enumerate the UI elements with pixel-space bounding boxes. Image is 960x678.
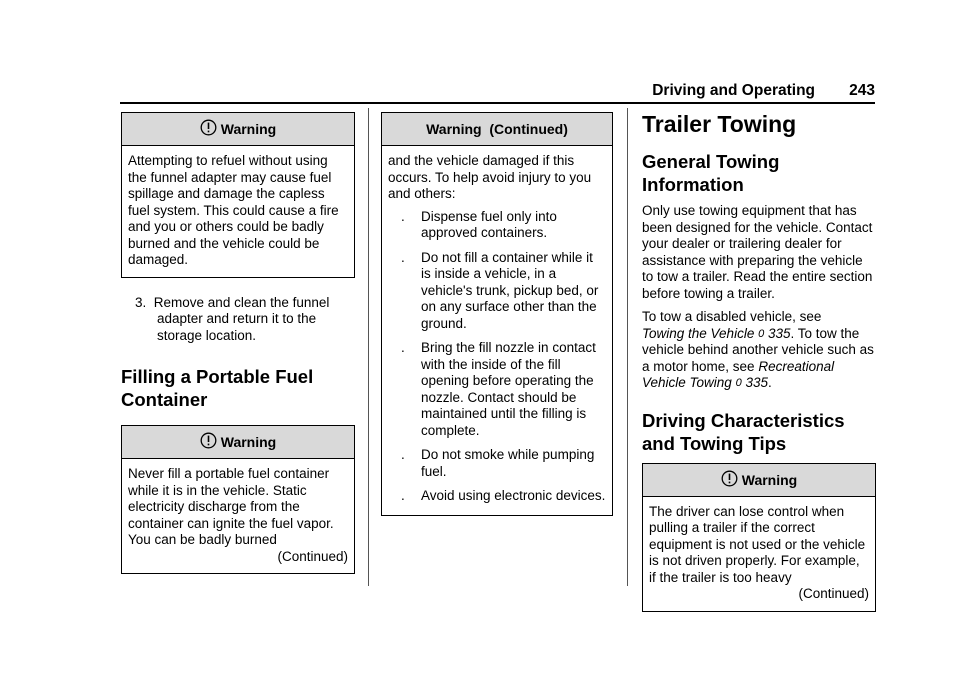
list-item: . Do not fill a container while it is inside a vehicle, in a vehicle's trunk, pickup bed, or on any surface other than the ground. [401, 249, 599, 331]
list-item: . Dispense fuel only into approved containers. [401, 208, 557, 240]
link-recreational-vehicle-towing[interactable]: Recreational Vehicle Towing 0 335 [642, 358, 835, 390]
warning-title: Warning [220, 434, 277, 450]
bullet: . [401, 340, 405, 355]
bullet: . [401, 208, 405, 224]
warning-body [122, 459, 354, 573]
page-number: 243 [849, 82, 875, 99]
heading-driving-characteristics: Driving Characteristics and Towing Tips [642, 409, 845, 454]
bullet: . [401, 447, 405, 462]
warning-intro: and the vehicle damaged if this occurs. To help avoid injury to you and others: [388, 153, 592, 201]
warning-icon [200, 119, 217, 139]
page-ref-icon: 0 [758, 327, 765, 340]
column-middle [381, 112, 613, 516]
warning-box-refuel [121, 112, 355, 278]
warning-body: Attempting to refuel without using the funnel adapter may cause fuel spillage and damage the capless fuel system. This could cause a fire and you or others could be badly burned and the vehicle could be damaged. [128, 153, 339, 267]
warning-body [382, 146, 612, 515]
continued-label: (Continued) [798, 586, 869, 601]
heading-trailer-towing: Trailer Towing [642, 111, 797, 137]
warning-text: The driver can lose control when pulling a trailer if the correct equipment is not used or the vehicle is not driven properly. For example, if the trailer is too heavy [649, 503, 866, 585]
warning-box-portable-container [121, 425, 355, 574]
section-title: Driving and Operating [652, 82, 815, 99]
page-ref-icon: 0 [735, 377, 742, 389]
paragraph-disabled-vehicle: To tow a disabled vehicle, see Towing the Vehicle 0 335. To tow the vehicle behind another vehicle such as a motor home, see Recreational Vehicle Towing 0 335. [642, 309, 874, 390]
step-text: Remove and clean the funnel adapter and return it to the storage location. [153, 294, 330, 343]
paragraph-towing-equipment: Only use towing equipment that has been designed for the vehicle. Contact your dealer or trailering dealer for assistance with preparing the vehicle to tow a trailer. Read the entire section before towing a trailer. [642, 203, 873, 301]
warning-header: Warning (Continued) [382, 113, 612, 146]
step-number: 3. [135, 294, 147, 310]
bullet: . [401, 488, 405, 503]
warning-icon [721, 470, 738, 490]
column-right [642, 110, 876, 612]
warning-title: Warning [220, 121, 277, 137]
column-divider-right [627, 108, 628, 586]
warning-title: Warning [741, 471, 798, 488]
heading-filling-portable-fuel-container: Filling a Portable Fuel Container [121, 366, 314, 410]
warning-box-trailer [642, 463, 876, 612]
warning-header [122, 113, 354, 146]
warning-header [643, 464, 875, 497]
column-left [121, 112, 355, 574]
link-towing-the-vehicle[interactable]: Towing the Vehicle 0 335 [642, 325, 791, 341]
page-header [120, 84, 875, 104]
column-divider-left [368, 108, 369, 586]
warning-body [643, 497, 875, 611]
step-3 [127, 295, 355, 345]
bullet: . [401, 249, 405, 265]
warning-box-continued [381, 112, 613, 516]
bullet-list [388, 209, 606, 505]
list-item: . Do not smoke while pumping fuel. [401, 447, 595, 479]
heading-general-towing-information: General Towing Information [642, 151, 780, 195]
warning-header [122, 426, 354, 459]
warning-icon [200, 432, 217, 452]
continued-label: (Continued) [277, 548, 348, 564]
list-item: . Avoid using electronic devices. [401, 488, 606, 503]
warning-text: Never fill a portable fuel container while it is in the vehicle. Static electricity discharge from the container can ignite the fuel vapor. You can be badly burned [128, 466, 334, 547]
list-item: . Bring the fill nozzle in contact with the inside of the fill opening before operating the nozzle. Contact should be maintained until the filling is complete. [401, 340, 596, 438]
